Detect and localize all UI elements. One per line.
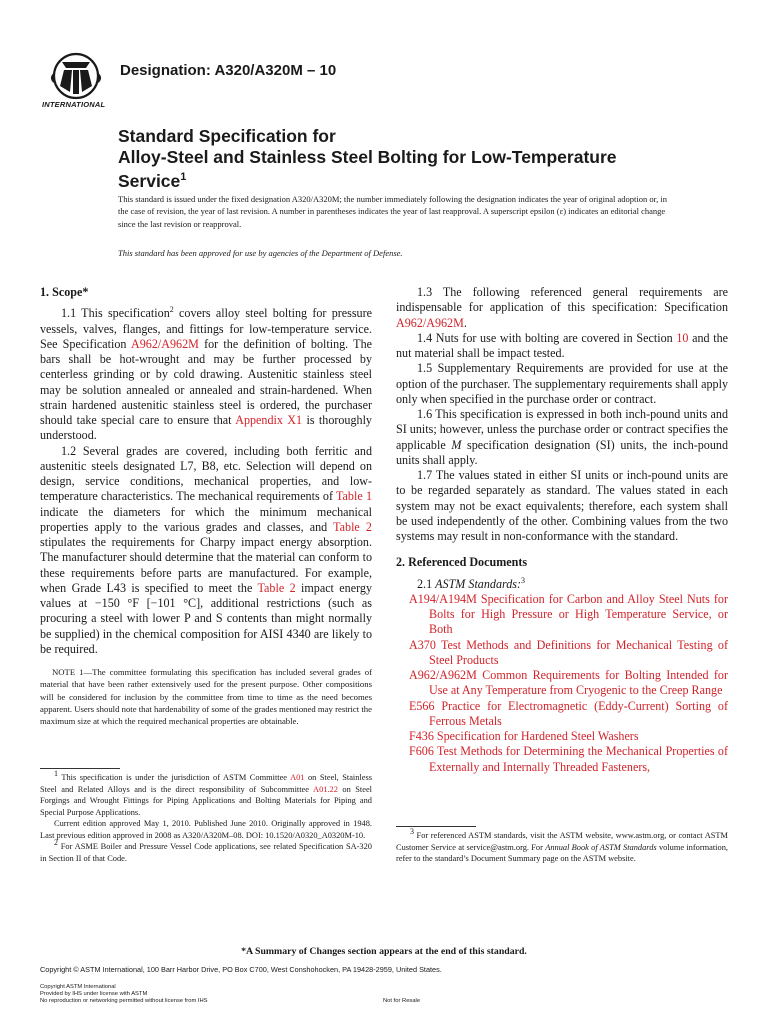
link-a01[interactable]: A01 (290, 773, 305, 782)
para-1-2: 1.2 Several grades are covered, including both ferritic and austenitic steels designated L7, B8, etc. Selection will depend on design, service conditions, mechanical properties, and low-temperature characteristics. The mechanical requirements of Table 1 indicate the diameters for which the minimum mechanical properties apply to the various grades and classes, and Table 2 stipulates the requirements for Charpy impact energy absorption. The manufacturer should determine that the material can conform to these requirements before parts are manufactured. For example, when Grade L43 is specified to meet the Table 2 impact energy values at −150 °F [−101 °C], additional restrictions (such as procuring a steel with lower P and S contents than might normally be supplied) in the chemical composition for AISI 4340 are likely to be required. (40, 443, 372, 656)
astm-logo (40, 48, 112, 110)
link-a01-22[interactable]: A01.22 (313, 784, 338, 794)
link-appendix-x1[interactable]: Appendix X1 (235, 413, 303, 427)
para-1-3: 1.3 The following referenced general requirements are indispensable for application of this specification: Specification A962/A962M. (396, 285, 728, 330)
link-a962[interactable]: A962/A962M (131, 336, 199, 351)
title-line-3: Service$^1$ (118, 170, 187, 191)
link-section-10[interactable]: 10 (676, 330, 689, 345)
footnote-1: 1 This specification is under the jurisdiction of ASTM Committee A01 on Steel, Stainless Steel and Related Alloys and is the direct responsibility of Subcommittee A01.22 on Steel Forgings and Wrought Fittings for Piping Applications and Bolting Materials for Piping and Special Purpose Applications. (40, 769, 372, 817)
title-line-1: Standard Specification for (118, 126, 336, 146)
referenced-standards-list (409, 592, 728, 775)
ref-item[interactable]: E566 Practice for Electromagnetic (Eddy-Current) Sorting of Ferrous Metals (409, 698, 728, 728)
link-a962[interactable]: A962/A962M (396, 315, 464, 330)
para-1-5: 1.5 Supplementary Requirements are provided for use at the option of the purchaser. The supplementary requirements shall apply only when specified in the purchase order or contract. (396, 361, 728, 406)
summary-of-changes-note: *A Summary of Changes section appears at the end of this standard. (241, 946, 527, 957)
ref-item[interactable]: A370 Test Methods and Definitions for Mechanical Testing of Steel Products (409, 637, 728, 667)
copyright-line: Copyright © ASTM International, 100 Barr Harbor Drive, PO Box C700, West Conshohocken, PA 19428-2959, United States. (40, 965, 442, 974)
ref-item[interactable]: A194/A194M Specification for Carbon and Alloy Steel Nuts for Bolts for High Pressure or High Temperature Service, or Both (409, 591, 728, 637)
footnote-2: 2 For ASME Boiler and Pressure Vessel Code applications, see related Specification SA-320 in Section II of that Code. (40, 838, 372, 863)
para-1-1: 1.1 This specification$^2$ covers alloy steel bolting for pressure vessels, valves, flanges, and fittings for low-temperature service. See Specification A962/A962M for the definition of bolting. The bars shall be hot-wrought and may be further processed by centerless grinding or by cold drawing. Austenitic stainless steel may be solution annealed or annealed and strain-hardened. When strain hardened austenitic stainless steel is ordered, the purchaser should take special care to ensure that Appendix X1 is thoroughly understood. (40, 305, 372, 443)
footnote-1-edition: Current edition approved May 1, 2010. Published June 2010. Originally approved in 1948. Last previous edition approved in 2008 as A320/A320M–08. DOI: 10.1520/A0320_A0320M-10. (40, 819, 372, 840)
designation: Designation: A320/A320M – 10 (120, 62, 337, 79)
para-1-6: 1.6 This specification is expressed in both inch-pound units and SI units; however, unless the purchase order or contract specifies the applicable M specification designation (SI) units, the inch-pound units shall apply. (396, 407, 728, 467)
right-column (396, 285, 728, 775)
left-footnotes (40, 769, 372, 864)
section-1-heading: 1. Scope* (40, 285, 89, 299)
ref-item[interactable]: F436 Specification for Hardened Steel Washers (409, 729, 639, 743)
astm-standards-label: 2.1 ASTM Standards:$^3$ (417, 575, 526, 591)
ref-item[interactable]: A962/A962M Common Requirements for Bolting Intended for Use at Any Temperature from Cryogenic to the Creep Range (409, 668, 728, 698)
left-column (40, 285, 372, 727)
para-1-7: 1.7 The values stated in either SI units or inch-pound units are to be regarded separately as standard. The values stated in each system may not be exact equivalents; therefore, each system shall be used independently of the other. Combining values from the two systems may result in non-conformance with the standard. (396, 468, 728, 543)
ihs-license-notice: Copyright ASTM International Provided by IHS under license with ASTM No reproduction or networking permitted without license from IHS (40, 984, 208, 1004)
title-line-2: Alloy-Steel and Stainless Steel Bolting for Low-Temperature (118, 146, 617, 167)
ref-item[interactable]: F606 Test Methods for Determining the Mechanical Properties of Externally and Internally Threaded Fasteners, (409, 744, 728, 774)
issuance-statement: This standard is issued under the fixed designation A320/A320M; the number immediately following the designation indicates the year of original adoption or, in the case of revision, the year of last revision. A number in parentheses indicates the year of last reapproval. A superscript epsilon (ε) indicates an editorial change since the last revision or reapproval. (118, 194, 667, 229)
link-table-2[interactable]: Table 2 (257, 580, 296, 595)
note-1: NOTE 1—The committee formulating this specification has included several grades of material that have been rather extensively used for the present purpose. Other compositions will be considered for inclusion by the committee from time to time as the need becomes apparent. Users should note that hardenability of some of the grades mentioned may restrict the maximum size at which the required mechanical properties are obtainable. (40, 667, 372, 727)
footnote-divider (40, 768, 120, 769)
document-title (118, 126, 678, 191)
footnote-divider (396, 826, 476, 827)
title-footnote-ref[interactable]: 1 (180, 171, 187, 183)
link-table-1[interactable]: Table 1 (336, 489, 372, 504)
section-2-heading: 2. Referenced Documents (396, 555, 528, 570)
dod-approval: This standard has been approved for use by agencies of the Department of Defense. (118, 248, 403, 258)
logo-wordmark: INTERNATIONAL (42, 100, 106, 109)
not-for-resale: Not for Resale (383, 998, 421, 1004)
footnote-3: 3 For referenced ASTM standards, visit the ASTM website, www.astm.org, or contact ASTM Customer Service at service@astm.org. For Annual Book of ASTM Standards volume information, refer to the standard’s Document Summary page on the ASTM website. (396, 827, 728, 863)
para-1-4: 1.4 Nuts for use with bolting are covered in Section 10 and the nut material shall be impact tested. (396, 330, 728, 360)
right-footnotes (396, 827, 728, 865)
link-table-2[interactable]: Table 2 (333, 519, 372, 534)
